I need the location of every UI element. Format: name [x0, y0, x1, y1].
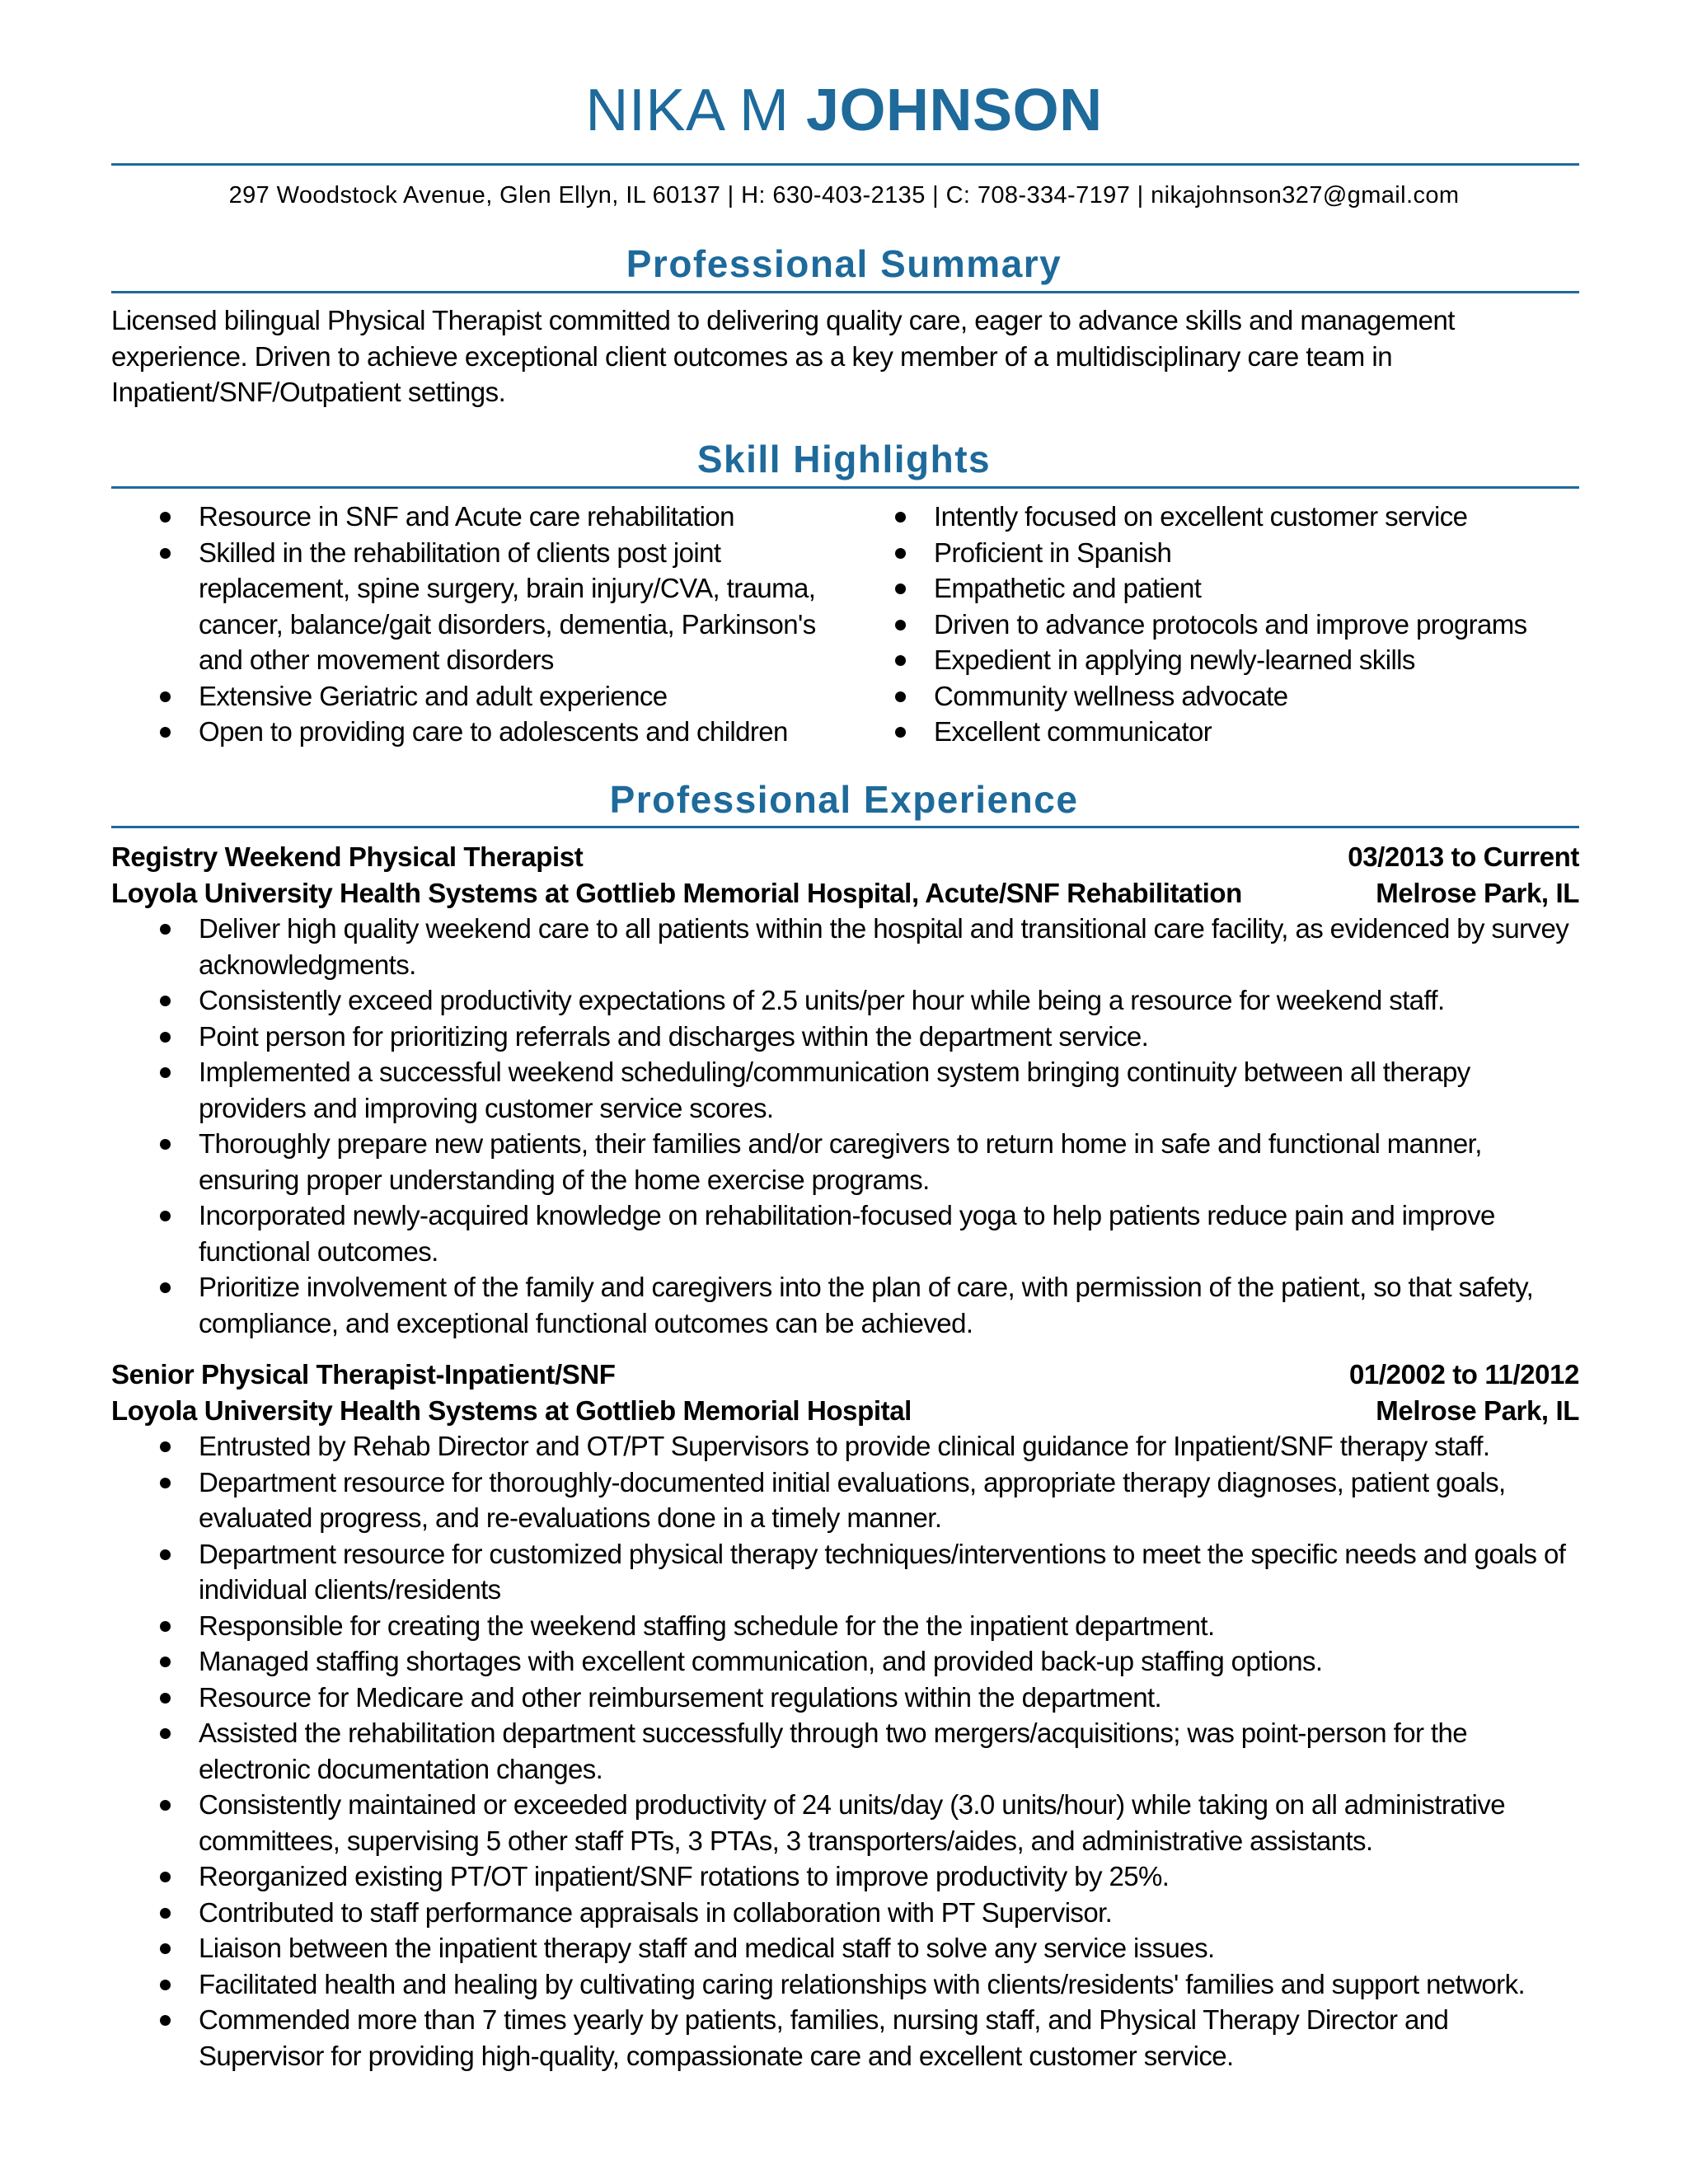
skill-item: Excellent communicator [845, 714, 1587, 750]
job-employer: Loyola University Health Systems at Gottlieb Memorial Hospital, Acute/SNF Rehabilitation [111, 877, 1242, 908]
job-bullet: Assisted the rehabilitation department successfully through two mergers/acquisitions; was point-person for the electronic documentation changes. [111, 1715, 1579, 1787]
job-bullets [111, 1428, 1579, 2074]
job-bullet: Contributed to staff performance appraisals in collaboration with PT Supervisor. [111, 1895, 1579, 1931]
skill-item: Resource in SNF and Acute care rehabilitation [111, 499, 837, 535]
job-bullet: Implemented a successful weekend scheduling/communication system bringing continuity between all therapy providers and improving customer service scores. [111, 1054, 1579, 1126]
candidate-name [0, 77, 1688, 143]
job-employer-row [111, 1393, 1579, 1429]
job-dates: 01/2002 to 11/2012 [1348, 1359, 1579, 1390]
job-entry [111, 839, 1579, 1341]
job-bullet: Deliver high quality weekend care to all patients within the hospital and transitional care facility, as evidenced by survey acknowledgments. [111, 911, 1579, 982]
job-dates: 03/2013 to Current [1348, 841, 1579, 872]
job-location: Melrose Park, IL [1376, 877, 1579, 908]
section-title-skills: Skill Highlights [696, 438, 992, 480]
skills-list-right [845, 499, 1587, 750]
skill-item: Empathetic and patient [845, 570, 1587, 607]
skill-item: Open to providing care to adolescents and children [111, 714, 837, 750]
skill-item: Expedient in applying newly-learned skills [845, 642, 1587, 678]
skill-item: Intently focused on excellent customer service [845, 499, 1587, 535]
job-bullet: Responsible for creating the weekend staffing schedule for the the inpatient department. [111, 1608, 1579, 1644]
experience-divider [111, 826, 1579, 828]
job-bullet: Entrusted by Rehab Director and OT/PT Supervisors to provide clinical guidance for Inpatient/SNF therapy staff. [111, 1428, 1579, 1465]
job-entry [111, 1357, 1579, 2074]
contact-info: 297 Woodstock Avenue, Glen Ellyn, IL 60137 | H: 630-403-2135 | C: 708-334-7197 | nikajohnson327@gmail.com [228, 182, 1460, 209]
job-bullet: Liaison between the inpatient therapy staff and medical staff to solve any service issues. [111, 1930, 1579, 1966]
job-title: Registry Weekend Physical Therapist [111, 841, 584, 872]
skills-divider [111, 486, 1579, 489]
section-title-experience: Professional Experience [609, 778, 1079, 821]
summary-divider [111, 291, 1579, 293]
first-name: NIKA M [585, 77, 790, 143]
job-bullet: Point person for prioritizing referrals and discharges within the department service. [111, 1019, 1579, 1055]
job-employer-row [111, 875, 1579, 912]
job-employer: Loyola University Health Systems at Gottlieb Memorial Hospital [111, 1394, 912, 1426]
job-bullet: Department resource for customized physical therapy techniques/interventions to meet the specific needs and goals of individual clients/residents [111, 1536, 1579, 1608]
job-bullet: Managed staffing shortages with excellent communication, and provided back-up staffing options. [111, 1643, 1579, 1680]
job-location: Melrose Park, IL [1376, 1394, 1579, 1426]
job-title-row [111, 839, 1579, 875]
job-bullet: Prioritize involvement of the family and caregivers into the plan of care, with permission of the patient, so that safety, compliance, and exceptional functional outcomes can be achieved. [111, 1269, 1579, 1341]
skill-item: Skilled in the rehabilitation of clients post joint replacement, spine surgery, brain injury/CVA, trauma, cancer, balance/gait disorders, dementia, Parkinson's and other movement disorders [111, 535, 837, 678]
skill-item: Community wellness advocate [845, 678, 1587, 715]
job-title: Senior Physical Therapist-Inpatient/SNF [111, 1359, 616, 1390]
skill-item: Extensive Geriatric and adult experience [111, 678, 837, 715]
skill-item: Driven to advance protocols and improve programs [845, 607, 1587, 643]
job-bullet: Commended more than 7 times yearly by patients, families, nursing staff, and Physical Therapy Director and Supervisor for providing high-quality, compassionate care and excellent customer service. [111, 2002, 1579, 2074]
header-divider [111, 163, 1579, 166]
job-bullet: Incorporated newly-acquired knowledge on rehabilitation-focused yoga to help patients reduce pain and improve functional outcomes. [111, 1197, 1579, 1269]
skill-item: Proficient in Spanish [845, 535, 1587, 571]
summary-text: Licensed bilingual Physical Therapist committed to delivering quality care, eager to advance skills and management experience. Driven to achieve exceptional client outcomes as a key member of a multidisciplinary care team in Inpatient/SNF/Outpatient settings. [111, 305, 1455, 407]
job-bullets [111, 911, 1579, 1341]
skills-list-left [111, 499, 837, 750]
job-bullet: Department resource for thoroughly-documented initial evaluations, appropriate therapy diagnoses, patient goals, evaluated progress, and re-evaluations done in a timely manner. [111, 1465, 1579, 1536]
job-bullet: Resource for Medicare and other reimbursement regulations within the department. [111, 1680, 1579, 1716]
job-bullet: Reorganized existing PT/OT inpatient/SNF rotations to improve productivity by 25%. [111, 1858, 1579, 1895]
job-bullet: Consistently maintained or exceeded productivity of 24 units/day (3.0 units/hour) while taking on all administrative committees, supervising 5 other staff PTs, 3 PTAs, 3 transporters/aides, and administrative assistants. [111, 1787, 1579, 1858]
job-title-row [111, 1357, 1579, 1393]
job-bullet: Facilitated health and healing by cultivating caring relationships with clients/residents' families and support network. [111, 1966, 1579, 2003]
job-bullet: Thoroughly prepare new patients, their families and/or caregivers to return home in safe and functional manner, ensuring proper understanding of the home exercise programs. [111, 1126, 1579, 1197]
section-title-summary: Professional Summary [626, 242, 1062, 285]
job-bullet: Consistently exceed productivity expectations of 2.5 units/per hour while being a resource for weekend staff. [111, 982, 1579, 1019]
last-name: JOHNSON [806, 77, 1103, 143]
